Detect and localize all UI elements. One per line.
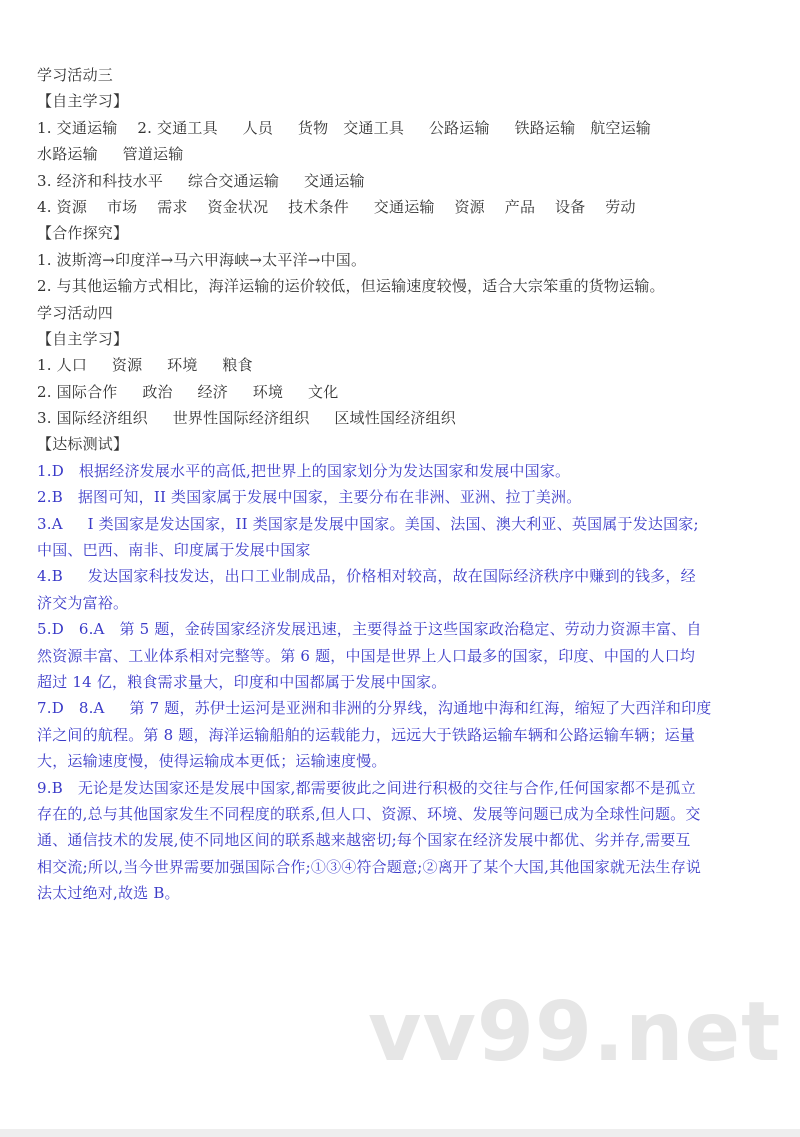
answer-explanation-line: 9.B 无论是发达国家还是发展中国家,都需要彼此之间进行积极的交往与合作,任何国家都不是孤立 (37, 778, 696, 797)
answer-explanation-line: 法太过绝对,故选 B。 (37, 884, 180, 903)
answer-explanation-line: 超过 14 亿，粮食需求量大，印度和中国都属于发展中国家。 (37, 672, 447, 691)
answer-explanation-line: 济交为富裕。 (37, 593, 129, 612)
text-line: 【达标测试】 (37, 435, 129, 454)
text-line: 1. 波斯湾→印度洋→马六甲海峡→太平洋→中国。 (37, 250, 367, 269)
answer-explanation-line: 5.D 6.A 第 5 题，金砖国家经济发展迅速，主要得益于这些国家政治稳定、劳动力资源丰富、自 (37, 620, 702, 639)
text-line: 【自主学习】 (37, 92, 129, 111)
answer-explanation-line: 通、通信技术的发展,使不同地区间的联系越来越密切;每个国家在经济发展中都优、劣并存,需要互 (37, 831, 691, 850)
answer-document (37, 62, 777, 907)
text-line: 【自主学习】 (37, 329, 129, 348)
text-line: 学习活动四 (37, 303, 114, 322)
answer-explanation-line: 中国、巴西、南非、印度属于发展中国家 (37, 541, 311, 560)
answer-explanation-line: 存在的,总与其他国家发生不同程度的联系,但人口、资源、环境、发展等问题已成为全球性问题。交 (37, 804, 701, 823)
page-edge (0, 1129, 800, 1137)
text-line: 1. 人口 资源 环境 粮食 (37, 356, 253, 375)
text-line: 2. 与其他运输方式相比，海洋运输的运价较低，但运输速度较慢，适合大宗笨重的货物运输。 (37, 277, 665, 296)
answer-explanation-line: 1.D 根据经济发展水平的高低,把世界上的国家划分为发达国家和发展中国家。 (37, 461, 571, 480)
text-line: 学习活动三 (37, 66, 114, 84)
answer-explanation-line: 然资源丰富、工业体系相对完整等。第 6 题，中国是世界上人口最多的国家，印度、中国的人口均 (37, 646, 696, 665)
answer-explanation-line: 大，运输速度慢，使得运输成本更低；运输速度慢。 (37, 752, 387, 771)
answer-explanation-line: 2.B 据图可知，II 类国家属于发展中国家，主要分布在非洲、亚洲、拉丁美洲。 (37, 488, 582, 507)
answer-explanation-line: 4.B 发达国家科技发达，出口工业制成品，价格相对较高，故在国际经济秩序中赚到的钱多，经 (37, 567, 696, 586)
text-line: 1. 交通运输 2. 交通工具 人员 货物 交通工具 公路运输 铁路运输 航空运输 (37, 118, 652, 137)
answer-explanation-line: 7.D 8.A 第 7 题，苏伊士运河是亚洲和非洲的分界线，沟通地中海和红海，缩短了大西洋和印度 (37, 699, 712, 718)
text-line: 4. 资源 市场 需求 资金状况 技术条件 交通运输 资源 产品 设备 劳动 (37, 197, 636, 216)
answer-explanation-line: 相交流;所以,当今世界需要加强国际合作;①③④符合题意;②离开了某个大国,其他国家就无法生存说 (37, 857, 702, 876)
answer-explanation-line: 3.A I 类国家是发达国家，II 类国家是发展中国家。美国、法国、澳大利亚、英国属于发达国家; (37, 514, 699, 533)
answer-explanation-line: 洋之间的航程。第 8 题，海洋运输船舶的运载能力，远远大于铁路运输车辆和公路运输车辆；运量 (37, 725, 696, 744)
text-line: 3. 经济和科技水平 综合交通运输 交通运输 (37, 171, 365, 190)
text-line: 2. 国际合作 政治 经济 环境 文化 (37, 382, 339, 401)
text-line: 水路运输 管道运输 (37, 145, 184, 164)
text-line: 3. 国际经济组织 世界性国际经济组织 区域性国经济组织 (37, 409, 456, 428)
watermark-logo: vv99.net (368, 985, 782, 1080)
text-line: 【合作探究】 (37, 224, 129, 243)
